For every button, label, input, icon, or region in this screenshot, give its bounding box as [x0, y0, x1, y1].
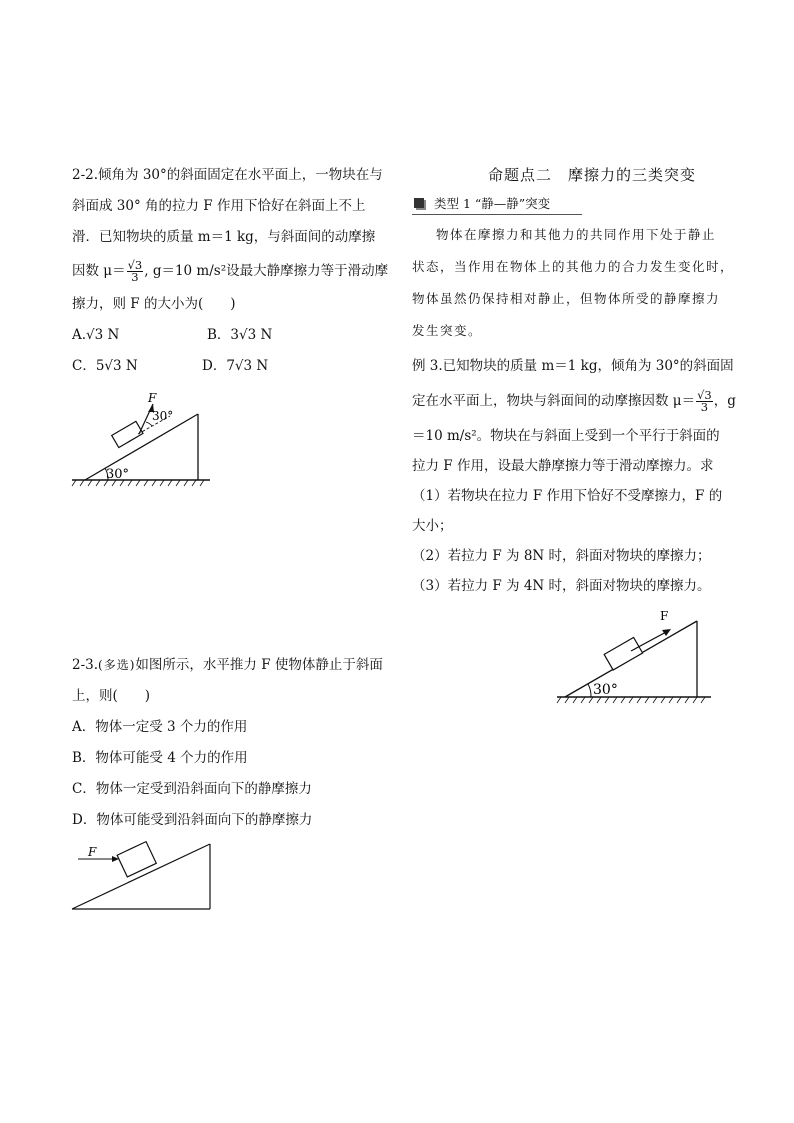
desc-line-4: 发生突变。: [412, 323, 483, 338]
example-mu-numerator: √3: [697, 387, 712, 402]
type-label-row: [412, 192, 582, 215]
desc-line-2: 状态，当作用在物体上的其他力的合力发生变化时，: [412, 259, 735, 274]
example-line-2-a: 定在水平面上，物块与斜面间的动摩擦因数 μ＝: [412, 393, 696, 409]
example-incline-figure: [555, 605, 715, 710]
example-line-2: [412, 381, 752, 421]
q22-incline-figure: [70, 390, 220, 490]
example-mu-fraction: [696, 387, 713, 414]
example-line-2-b: ，g: [713, 393, 736, 409]
example-line-4: 拉力 F 作用，设最大静摩擦力等于滑动摩擦力。求: [412, 458, 714, 474]
square-bullet-icon: [414, 198, 424, 208]
example-line-5: （1）若物块在拉力 F 作用下恰好不受摩擦力，F 的: [412, 488, 723, 504]
q22-mu-denominator: 3: [131, 270, 139, 284]
section-heading: 命题点二 摩擦力的三类突变: [487, 166, 696, 184]
q22-fig-force-label: F: [148, 391, 157, 405]
q22-option-d: D．7√3 N: [202, 358, 269, 374]
desc-line-1: 物体在摩擦力和其他力的共同作用下处于静止: [436, 227, 717, 242]
example-fig-force-label: F: [660, 609, 669, 623]
example-line-8: （3）若拉力 F 为 4N 时，斜面对物块的摩擦力。: [412, 578, 711, 594]
q22-mu-fraction: [127, 257, 144, 284]
q23-option-a: A．物体一定受 3 个力的作用: [72, 719, 248, 735]
example-fig-angle: 30°: [593, 682, 618, 698]
example-line-1: 例 3.已知物块的质量 m＝1 kg，倾角为 30°的斜面固: [412, 358, 734, 374]
q22-option-c: C．5√3 N: [72, 358, 138, 374]
example-mu-denominator: 3: [700, 400, 709, 414]
q22-line-4-b: , g＝10 m/s²设最大静摩擦力等于滑动摩: [144, 263, 389, 279]
q22-line-5: 擦力，则 F 的大小为( ): [72, 296, 236, 312]
q23-line-2: 上，则( ): [72, 688, 151, 704]
q22-line-2: 斜面成 30° 角的拉力 F 作用下恰好在斜面上不上: [72, 198, 366, 214]
example-line-6: 大小；: [412, 518, 453, 534]
q22-line-4-a: 因数 μ＝: [72, 263, 126, 279]
q22-mu-numerator: √3: [127, 257, 143, 272]
example-line-7: （2）若拉力 F 为 8N 时，斜面对物块的摩擦力；: [412, 548, 711, 564]
type-label: 类型 1 “静—静”突变: [434, 196, 551, 211]
q22-line-4: [72, 253, 392, 289]
q22-fig-angle-bottom: 30°: [106, 467, 130, 482]
q23-option-b: B．物体可能受 4 个力的作用: [72, 750, 248, 766]
q23-line-1-a: 2-3.: [72, 657, 99, 673]
q23-multi-tag: (多选): [98, 658, 136, 672]
q22-options-row-2: [72, 351, 392, 382]
desc-line-3: 物体虽然仍保持相对静止，但物体所受的静摩擦力: [412, 291, 721, 306]
q22-line-1: 2-2.倾角为 30°的斜面固定在水平面上，一物块在与: [72, 167, 383, 183]
q23-line-1-b: 如图所示，水平推力 F 使物体静止于斜面: [135, 657, 383, 673]
q23-block: [72, 650, 392, 836]
q23-fig-force-label: F: [88, 845, 97, 859]
type-description: [412, 219, 752, 347]
q22-option-a: A.√3 N: [72, 327, 120, 343]
q22-option-b: B．3√3 N: [207, 327, 273, 343]
right-column: [412, 160, 752, 601]
example-line-3: ＝10 m/s²。物块在与斜面上受到一个平行于斜面的: [412, 428, 720, 444]
q22-fig-angle-top: 30°: [152, 409, 174, 423]
q22-options-row-1: [72, 320, 392, 351]
q22-line-3: 滑．已知物块的质量 m＝1 kg，与斜面间的动摩擦: [72, 229, 376, 245]
q23-line-1: [72, 650, 392, 681]
q23-option-c: C．物体一定受到沿斜面向下的静摩擦力: [72, 781, 312, 797]
q23-incline-figure: [68, 838, 218, 918]
left-column: [72, 160, 392, 382]
q23-option-d: D．物体可能受到沿斜面向下的静摩擦力: [72, 812, 313, 828]
